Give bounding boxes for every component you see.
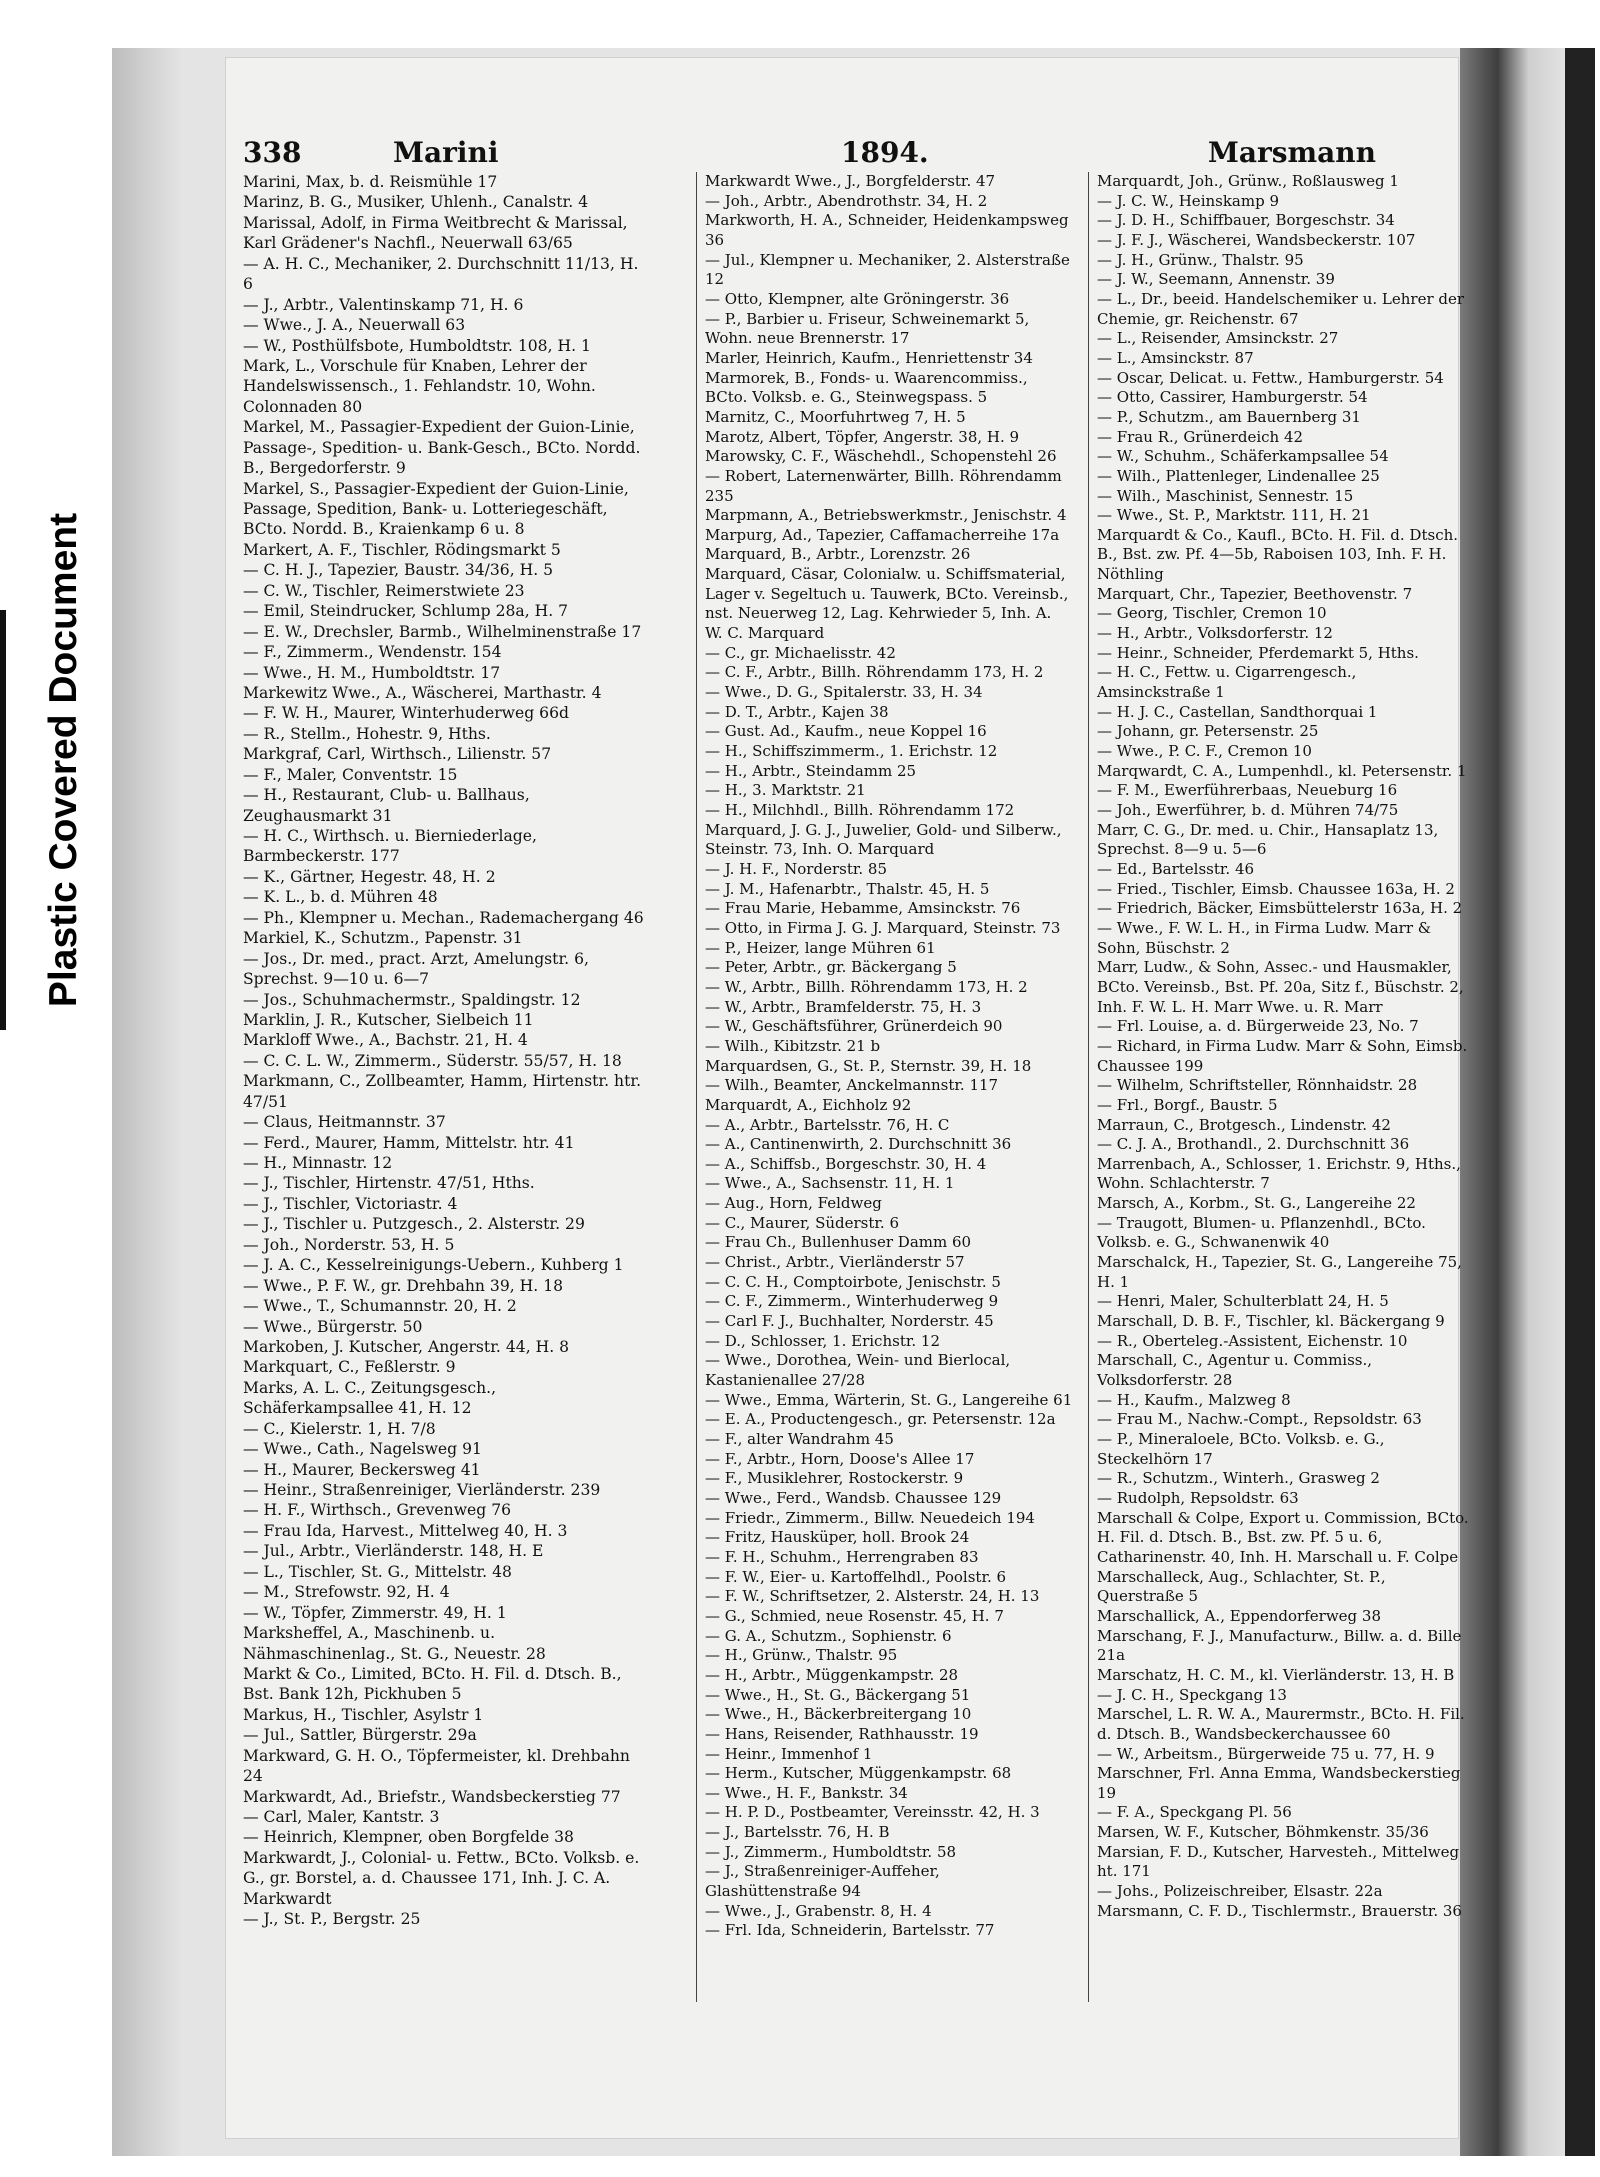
directory-entry: — Wwe., J. A., Neuerwall 63 (243, 316, 466, 335)
directory-entry: — F. H., Schuhm., Herrengraben 83 (705, 1547, 979, 1566)
directory-entry: Marschalck, H., Tapezier, St. G., Langereihe 75, H. 1 (1097, 1253, 1462, 1291)
directory-entry: — F. W. H., Maurer, Winterhuderweg 66d (243, 704, 570, 723)
directory-entry: — C. J. A., Brothandl., 2. Durchschnitt 36 (1097, 1135, 1410, 1154)
directory-entry: — A. H. C., Mechaniker, 2. Durchschnitt 11/13, H. 6 (243, 254, 639, 294)
directory-entry: — Jos., Dr. med., pract. Arzt, Amelungstr. 6, Sprechst. 9—10 u. 6—7 (243, 949, 589, 989)
directory-entry: — M., Strefowstr. 92, H. 4 (243, 1583, 450, 1602)
directory-entry: — R., Stellm., Hohestr. 9, Hths. (243, 724, 491, 743)
directory-entry: — W., Arbtr., Billh. Röhrendamm 173, H. 2 (705, 977, 1028, 996)
directory-entry: Marraun, C., Brotgesch., Lindenstr. 42 (1097, 1115, 1391, 1134)
directory-entry: — Heinr., Schneider, Pferdemarkt 5, Hths. (1097, 643, 1419, 662)
directory-entry: — Wwe., Cath., Nagelsweg 91 (243, 1440, 482, 1459)
directory-entry: Marschel, L. R. W. A., Maurermstr., BCto. H. Fil. d. Dtsch. B., Wandsbeckerchaussee 60 (1097, 1705, 1465, 1743)
directory-entry: — H. F., Wirthsch., Grevenweg 76 (243, 1501, 512, 1520)
directory-entry: — Johann, gr. Petersenstr. 25 (1097, 722, 1319, 741)
directory-entry: Marpurg, Ad., Tapezier, Caffamacherreihe 17a (705, 525, 1060, 544)
directory-entry: Markwardt Wwe., J., Borgfelderstr. 47 (705, 172, 996, 190)
year-heading: 1894. (841, 136, 929, 169)
directory-entry: Marnitz, C., Moorfuhrtweg 7, H. 5 (705, 407, 966, 426)
directory-entry: — J. C. W., Heinskamp 9 (1097, 191, 1280, 210)
directory-entry: Marsen, W. F., Kutscher, Böhmkenstr. 35/36 (1097, 1823, 1429, 1842)
directory-entry: — W., Posthülfsbote, Humboldtstr. 108, H. 1 (243, 336, 591, 355)
directory-entry: — Ferd., Maurer, Hamm, Mittelstr. htr. 41 (243, 1133, 575, 1152)
directory-entry: — Friedr., Zimmerm., Billw. Neuedeich 194 (705, 1508, 1035, 1527)
directory-entry: — H., Milchhdl., Billh. Röhrendamm 172 (705, 801, 1015, 819)
directory-entry: — Herm., Kutscher, Müggenkampstr. 68 (705, 1764, 1012, 1783)
directory-entry: — C. W., Tischler, Reimerstwiete 23 (243, 581, 525, 600)
directory-entry: — Ph., Klempner u. Mechan., Rademachergang 46 (243, 908, 644, 927)
directory-entry: — Joh., Ewerführer, b. d. Mühren 74/75 (1097, 801, 1399, 819)
directory-entry: — F., Zimmerm., Wendenstr. 154 (243, 643, 502, 662)
directory-entry: — Otto, in Firma J. G. J. Marquard, Steinstr. 73 (705, 918, 1061, 937)
directory-entry: — H., Minnastr. 12 (243, 1154, 393, 1172)
directory-entry: Marquardsen, G., St. P., Sternstr. 39, H. 18 (705, 1056, 1032, 1075)
directory-entry: Marquard, J. G. J., Juwelier, Gold- und Silberw., Steinstr. 73, Inh. O. Marquard (705, 820, 1062, 859)
directory-entry: — J., St. P., Bergstr. 25 (243, 1910, 421, 1929)
directory-entry: — F. A., Speckgang Pl. 56 (1097, 1803, 1292, 1822)
directory-entry: — Frl., Borgf., Baustr. 5 (1097, 1095, 1278, 1114)
directory-entry: — Heinr., Immenhof 1 (705, 1744, 873, 1763)
directory-entry: Markgraf, Carl, Wirthsch., Lilienstr. 57 (243, 745, 552, 764)
directory-entry: Marr, C. G., Dr. med. u. Chir., Hansaplatz 13, Sprechst. 8—9 u. 5—6 (1097, 820, 1439, 859)
directory-entry: — K., Gärtner, Hegestr. 48, H. 2 (243, 867, 496, 886)
directory-entry: Marschall, C., Agentur u. Commiss., Volksdorferstr. 28 (1097, 1351, 1373, 1390)
directory-entry: Marotz, Albert, Töpfer, Angerstr. 38, H. 9 (705, 427, 1020, 446)
directory-column-3 (1097, 172, 1469, 1921)
directory-entry: Markert, A. F., Tischler, Rödingsmarkt 5 (243, 540, 561, 559)
directory-entry: — Wwe., H. F., Bankstr. 34 (705, 1783, 908, 1802)
directory-entry: Markel, S., Passagier-Expedient der Guion-Linie, Passage, Spedition, Bank- u. Lotteriegeschäft, BCto. Nordd. B., Kraienkamp 6 u. 8 (243, 479, 629, 539)
directory-entry: Marqwardt, C. A., Lumpenhdl., kl. Petersenstr. 1 (1097, 761, 1467, 780)
directory-entry: Marinz, B. G., Musiker, Uhlenh., Canalstr. 4 (243, 193, 589, 212)
directory-entry: — Frl. Ida, Schneiderin, Bartelsstr. 77 (705, 1921, 995, 1940)
directory-entry: — Carl, Maler, Kantstr. 3 (243, 1808, 440, 1826)
directory-entry: Marsian, F. D., Kutscher, Harvesteh., Mittelweg ht. 171 (1097, 1842, 1460, 1881)
directory-entry: — Frau Ida, Harvest., Mittelweg 40, H. 3 (243, 1521, 568, 1540)
directory-entry: — J., Tischler, Victoriastr. 4 (243, 1194, 458, 1213)
directory-entry: Markmann, C., Zollbeamter, Hamm, Hirtenstr. htr. 47/51 (243, 1072, 642, 1111)
directory-entry: — L., Dr., beeid. Handelschemiker u. Lehrer der Chemie, gr. Reichenstr. 67 (1097, 289, 1465, 328)
directory-entry: — Frau Ch., Bullenhuser Damm 60 (705, 1233, 972, 1252)
directory-entry: Marschang, F. J., Manufacturw., Billw. a. d. Bille 21a (1097, 1626, 1462, 1665)
directory-entry: — G. A., Schutzm., Sophienstr. 6 (705, 1626, 952, 1645)
directory-entry: — H. C., Fettw. u. Cigarrengesch., Amsinckstraße 1 (1097, 663, 1357, 702)
directory-entry: Marquardt & Co., Kaufl., BCto. H. Fil. d. Dtsch. B., Bst. zw. Pf. 4—5b, Raboisen 103, Inh. F. H. Nöthling (1097, 525, 1459, 584)
directory-entry: — C. C. H., Comptoirbote, Jenischstr. 5 (705, 1272, 1001, 1291)
directory-entry: Marsch, A., Korbm., St. G., Langereihe 22 (1097, 1194, 1416, 1213)
directory-entry: Marr, Ludw., & Sohn, Assec.- und Hausmakler, BCto. Vereinsb., Bst. Pf. 20a, Sitz f., Büschstr. 2, Inh. F. W. L. H. Marr Wwe. u. R. Marr (1097, 958, 1464, 1016)
directory-entry: Markward, G. H. O., Töpfermeister, kl. Drehbahn 24 (243, 1746, 630, 1786)
running-head (243, 136, 1376, 172)
directory-entry: — Wilh., Plattenleger, Lindenallee 25 (1097, 466, 1380, 485)
directory-entry: — C., gr. Michaelisstr. 42 (705, 643, 896, 662)
directory-entry: — J. M., Hafenarbtr., Thalstr. 45, H. 5 (705, 879, 990, 898)
directory-entry: Markwardt, J., Colonial- u. Fettw., BCto. Volksb. e. G., gr. Borstel, a. d. Chaussee 171, Inh. J. C. A. Markwardt (243, 1848, 640, 1908)
directory-entry: — F. W., Eier- u. Kartoffelhdl., Poolstr. 6 (705, 1567, 1007, 1586)
directory-entry: — Claus, Heitmannstr. 37 (243, 1113, 446, 1132)
left-guide-word: Marini (393, 136, 499, 169)
directory-entry: — P., Heizer, lange Mühren 61 (705, 938, 936, 957)
directory-entry: — J., Tischler u. Putzgesch., 2. Alsterstr. 29 (243, 1215, 585, 1234)
directory-entry: — H., Kaufm., Malzweg 8 (1097, 1390, 1291, 1409)
directory-entry: Marquart, Chr., Tapezier, Beethovenstr. 7 (1097, 584, 1413, 603)
directory-entry: Marquardt, A., Eichholz 92 (705, 1095, 912, 1114)
directory-entry: — P., Barbier u. Friseur, Schweinemarkt 5, Wohn. neue Brennerstr. 17 (705, 309, 1030, 348)
directory-entry: — Wilhelm, Schriftsteller, Rönnhaidstr. 28 (1097, 1076, 1418, 1095)
directory-entry: — P., Schutzm., am Bauernberg 31 (1097, 407, 1361, 426)
directory-entry: Markquart, C., Feßlerstr. 9 (243, 1358, 456, 1377)
directory-entry: Marini, Max, b. d. Reismühle 17 (243, 173, 498, 191)
directory-entry: Markoben, J. Kutscher, Angerstr. 44, H. 8 (243, 1337, 570, 1356)
directory-entry: — Wwe., H., St. G., Bäckergang 51 (705, 1685, 971, 1704)
directory-entry: — D., Schlosser, 1. Erichstr. 12 (705, 1331, 940, 1350)
directory-entry: — Wwe., St. P., Marktstr. 111, H. 21 (1097, 506, 1371, 525)
directory-entry: — Emil, Steindrucker, Schlump 28a, H. 7 (243, 602, 569, 621)
directory-entry: — H., Arbtr., Volksdorferstr. 12 (1097, 624, 1333, 643)
directory-entry: — Friedrich, Bäcker, Eimsbüttelerstr 163a, H. 2 (1097, 899, 1463, 918)
directory-entry: Marschatz, H. C. M., kl. Vierländerstr. 13, H. B (1097, 1665, 1455, 1684)
directory-entry: — H. C., Wirthsch. u. Bierniederlage, Barmbeckerstr. 177 (243, 827, 537, 866)
directory-entry: — C. H. J., Tapezier, Baustr. 34/36, H. 5 (243, 561, 554, 580)
directory-entry: — Robert, Laternenwärter, Billh. Röhrendamm 235 (705, 466, 1062, 505)
directory-entry: — Jul., Arbtr., Vierländerstr. 148, H. E (243, 1542, 544, 1561)
directory-entry: — W., Töpfer, Zimmerstr. 49, H. 1 (243, 1603, 507, 1622)
directory-entry: — E. W., Drechsler, Barmb., Wilhelminenstraße 17 (243, 622, 642, 641)
directory-entry: — J. D. H., Schiffbauer, Borgeschstr. 34 (1097, 211, 1395, 230)
directory-entry: — J. C. H., Speckgang 13 (1097, 1685, 1287, 1704)
directory-entry: — Wwe., H. M., Humboldtstr. 17 (243, 663, 501, 682)
directory-entry: — Richard, in Firma Ludw. Marr & Sohn, Eimsb. Chaussee 199 (1097, 1036, 1468, 1075)
directory-entry: — D. T., Arbtr., Kajen 38 (705, 702, 889, 721)
directory-entry: — Frau R., Grünerdeich 42 (1097, 427, 1304, 446)
directory-entry: — H., Arbtr., Steindamm 25 (705, 761, 917, 780)
directory-entry: Markus, H., Tischler, Asylstr 1 (243, 1705, 484, 1724)
directory-entry: — Heinr., Straßenreiniger, Vierländerstr. 239 (243, 1481, 601, 1499)
directory-entry: — J. A. C., Kesselreinigungs-Uebern., Kuhberg 1 (243, 1256, 624, 1275)
directory-entry: — Wwe., D. G., Spitalerstr. 33, H. 34 (705, 683, 983, 702)
directory-entry: — Fried., Tischler, Eimsb. Chaussee 163a, H. 2 (1097, 879, 1455, 898)
directory-entry: — Wwe., P. F. W., gr. Drehbahn 39, H. 18 (243, 1276, 564, 1295)
directory-entry: — J. H., Grünw., Thalstr. 95 (1097, 250, 1304, 269)
directory-entry: Marpmann, A., Betriebswerkmstr., Jenischstr. 4 (705, 506, 1067, 525)
directory-entry: — Hans, Reisender, Rathhausstr. 19 (705, 1724, 979, 1743)
directory-entry: Markiel, K., Schutzm., Papenstr. 31 (243, 929, 523, 948)
directory-entry: Markt & Co., Limited, BCto. H. Fil. d. Dtsch. B., Bst. Bank 12h, Pickhuben 5 (243, 1664, 622, 1704)
directory-entry: — Wilh., Kibitzstr. 21 b (705, 1036, 881, 1055)
directory-column-1 (243, 172, 648, 1930)
directory-entry: — F., Arbtr., Horn, Doose's Allee 17 (705, 1449, 975, 1468)
side-label: Plastic Covered Document (42, 512, 85, 1008)
directory-entry: — W., Arbtr., Bramfelderstr. 75, H. 3 (705, 997, 982, 1016)
directory-entry: — H., Maurer, Beckersweg 41 (243, 1460, 481, 1479)
directory-entry: Marschallick, A., Eppendorferweg 38 (1097, 1606, 1381, 1625)
column-divider (1088, 172, 1089, 2002)
directory-entry: — Rudolph, Repsoldstr. 63 (1097, 1488, 1299, 1507)
directory-entry: — J., Zimmerm., Humboldtstr. 58 (705, 1842, 957, 1861)
directory-entry: — Wwe., Dorothea, Wein- und Bierlocal, Kastanienallee 27/28 (705, 1351, 1011, 1390)
directory-entry: Marksheffel, A., Maschinenb. u. Nähmaschinenlag., St. G., Neuestr. 28 (243, 1624, 546, 1663)
directory-entry: — Wwe., T., Schumannstr. 20, H. 2 (243, 1297, 517, 1316)
directory-entry: — C., Maurer, Süderstr. 6 (705, 1213, 899, 1232)
directory-entry: — Wwe., Bürgerstr. 50 (243, 1317, 423, 1336)
directory-entry: — Aug., Horn, Feldweg (705, 1194, 882, 1213)
directory-entry: — J., Bartelsstr. 76, H. B (705, 1823, 890, 1842)
directory-entry: — Ed., Bartelsstr. 46 (1097, 859, 1255, 878)
directory-entry: Marowsky, C. F., Wäschehdl., Schopenstehl 26 (705, 447, 1057, 466)
directory-entry: — H. J. C., Castellan, Sandthorquai 1 (1097, 702, 1378, 721)
directory-entry: — Frau M., Nachw.-Compt., Repsoldstr. 63 (1097, 1410, 1422, 1429)
directory-entry: Marks, A. L. C., Zeitungsgesch., Schäferkampsallee 41, H. 12 (243, 1378, 497, 1418)
directory-entry: — J. H. F., Norderstr. 85 (705, 859, 887, 878)
directory-entry: — Heinrich, Klempner, oben Borgfelde 38 (243, 1828, 574, 1847)
directory-entry: Marler, Heinrich, Kaufm., Henriettenstr 34 (705, 348, 1033, 367)
directory-entry: — Georg, Tischler, Cremon 10 (1097, 604, 1327, 623)
right-guide-word: Marsmann (1207, 136, 1376, 169)
directory-entry: — Otto, Klempner, alte Gröningerstr. 36 (705, 289, 1010, 308)
directory-entry: — Fritz, Hausküper, holl. Brook 24 (705, 1528, 970, 1547)
directory-entry: — Johs., Polizeischreiber, Elsastr. 22a (1097, 1882, 1383, 1901)
directory-entry: — Wwe., Emma, Wärterin, St. G., Langereihe 61 (705, 1390, 1073, 1409)
directory-entry: — J., Arbtr., Valentinskamp 71, H. 6 (243, 295, 524, 314)
directory-entry: — H., Restaurant, Club- u. Ballhaus, Zeughausmarkt 31 (243, 786, 530, 825)
directory-entry: — P., Mineraloele, BCto. Volksb. e. G., Steckelhörn 17 (1097, 1430, 1385, 1468)
directory-entry: — K. L., b. d. Mühren 48 (243, 888, 438, 907)
directory-entry: Marschall, D. B. F., Tischler, kl. Bäckergang 9 (1097, 1312, 1445, 1331)
directory-entry: Markworth, H. A., Schneider, Heidenkampsweg 36 (705, 211, 1069, 249)
directory-entry: Marquardt, Joh., Grünw., Roßlausweg 1 (1097, 172, 1399, 190)
directory-entry: — A., Schiffsb., Borgeschstr. 30, H. 4 (705, 1154, 987, 1173)
directory-entry: — F., Musiklehrer, Rostockerstr. 9 (705, 1469, 964, 1488)
directory-entry: — H., 3. Marktstr. 21 (705, 781, 866, 800)
column-divider (696, 172, 697, 2002)
directory-entry: — R., Oberteleg.-Assistent, Eichenstr. 10 (1097, 1331, 1408, 1350)
directory-entry: Marquard, B., Arbtr., Lorenzstr. 26 (705, 545, 971, 564)
directory-entry: — Wwe., Ferd., Wandsb. Chaussee 129 (705, 1488, 1002, 1507)
directory-entry: — Joh., Arbtr., Abendrothstr. 34, H. 2 (705, 191, 988, 210)
directory-entry: — Oscar, Delicat. u. Fettw., Hamburgerstr. 54 (1097, 368, 1444, 387)
directory-entry: — F., Maler, Conventstr. 15 (243, 765, 458, 784)
directory-entry: — Traugott, Blumen- u. Pflanzenhdl., BCto. Volksb. e. G., Schwanenwik 40 (1097, 1213, 1426, 1252)
directory-entry: — J. F. J., Wäscherei, Wandsbeckerstr. 107 (1097, 230, 1416, 249)
directory-entry: — Wilh., Beamter, Anckelmannstr. 117 (705, 1076, 999, 1095)
directory-entry: — G., Schmied, neue Rosenstr. 45, H. 7 (705, 1606, 1004, 1625)
directory-entry: — J., Tischler, Hirtenstr. 47/51, Hths. (243, 1174, 535, 1193)
directory-entry: — R., Schutzm., Winterh., Grasweg 2 (1097, 1469, 1380, 1488)
directory-entry: — W., Arbeitsm., Bürgerweide 75 u. 77, H. 9 (1097, 1744, 1435, 1763)
book-spine (1565, 48, 1595, 2156)
directory-entry: Marschall & Colpe, Export u. Commission, BCto. H. Fil. d. Dtsch. B., Bst. zw. Pf. 5 u. 6, Catharinenstr. 40, Inh. H. Marschall u. F. Colpe (1097, 1508, 1469, 1566)
directory-entry: — Wilh., Maschinist, Sennestr. 15 (1097, 486, 1354, 505)
directory-entry: — L., Reisender, Amsinckstr. 27 (1097, 329, 1339, 348)
directory-entry: — C. C. L. W., Zimmerm., Süderstr. 55/57, H. 18 (243, 1051, 622, 1070)
directory-entry: — Christ., Arbtr., Vierländerstr 57 (705, 1253, 965, 1272)
directory-entry: — Wwe., H., Bäckerbreitergang 10 (705, 1705, 972, 1724)
directory-entry: Marmorek, B., Fonds- u. Waarencommiss., BCto. Volksb. e. G., Steinwegspass. 5 (705, 368, 1028, 407)
directory-entry: — Wwe., P. C. F., Cremon 10 (1097, 742, 1312, 761)
directory-entry: — J., Straßenreiniger-Auffeher, Glashüttenstraße 94 (705, 1862, 940, 1901)
directory-entry: — H. P. D., Postbeamter, Vereinsstr. 42, H. 3 (705, 1803, 1040, 1822)
directory-entry: Marklin, J. R., Kutscher, Sielbeich 11 (243, 1010, 534, 1029)
scan-edge-mark (0, 610, 6, 1030)
directory-entry: Marrenbach, A., Schlosser, 1. Erichstr. 9, Hths., Wohn. Schlachterstr. 7 (1097, 1154, 1461, 1193)
directory-entry: — H., Arbtr., Müggenkampstr. 28 (705, 1665, 959, 1684)
directory-entry: Marsmann, C. F. D., Tischlermstr., Brauerstr. 36 (1097, 1901, 1462, 1920)
directory-entry: Markloff Wwe., A., Bachstr. 21, H. 4 (243, 1031, 528, 1050)
directory-entry: — L., Tischler, St. G., Mittelstr. 48 (243, 1562, 512, 1581)
directory-entry: — F. M., Ewerführerbaas, Neueburg 16 (1097, 781, 1398, 800)
directory-entry: — Gust. Ad., Kaufm., neue Koppel 16 (705, 722, 987, 741)
directory-entry: — Jul., Sattler, Bürgerstr. 29a (243, 1726, 477, 1745)
directory-entry: Marschalleck, Aug., Schlachter, St. P., Querstraße 5 (1097, 1567, 1386, 1606)
directory-entry: — Frau Marie, Hebamme, Amsinckstr. 76 (705, 899, 1021, 918)
directory-entry: — J. W., Seemann, Annenstr. 39 (1097, 270, 1335, 289)
directory-column-2 (705, 172, 1073, 1941)
scan-margin (0, 0, 110, 2177)
directory-entry: Markel, M., Passagier-Expedient der Guion-Linie, Passage-, Spedition- u. Bank-Gesch., BCto. Nordd. B., Bergedorferstr. 9 (243, 418, 641, 478)
directory-entry: — Wwe., F. W. L. H., in Firma Ludw. Marr & Sohn, Büschstr. 2 (1097, 918, 1432, 957)
directory-entry: — Wwe., J., Grabenstr. 8, H. 4 (705, 1901, 932, 1920)
directory-entry: — Frl. Louise, a. d. Bürgerweide 23, No. 7 (1097, 1017, 1419, 1036)
directory-entry: — Wwe., A., Sachsenstr. 11, H. 1 (705, 1174, 955, 1193)
directory-entry: — Peter, Arbtr., gr. Bäckergang 5 (705, 958, 957, 977)
directory-entry: — Jos., Schuhmachermstr., Spaldingstr. 12 (243, 990, 581, 1009)
directory-entry: — Carl F. J., Buchhalter, Norderstr. 45 (705, 1312, 994, 1331)
page-number: 338 (243, 136, 302, 169)
sheet-shadow (112, 48, 182, 2156)
directory-entry: Marquard, Cäsar, Colonialw. u. Schiffsmaterial, Lager v. Segeltuch u. Tauwerk, BCto. Vereinsb., nst. Neuerweg 12, Lag. Kehrwieder 5, Inh. A. W. C. Marquard (705, 565, 1069, 643)
directory-entry: Mark, L., Vorschule für Knaben, Lehrer der Handelswissensch., 1. Fehlandstr. 10, Wohn. Colonnaden 80 (243, 356, 596, 416)
directory-entry: — W., Geschäftsführer, Grünerdeich 90 (705, 1017, 1003, 1036)
directory-entry: — F. W., Schriftsetzer, 2. Alsterstr. 24, H. 13 (705, 1587, 1040, 1606)
directory-entry: — A., Arbtr., Bartelsstr. 76, H. C (705, 1115, 950, 1134)
directory-entry: — E. A., Productengesch., gr. Petersenstr. 12a (705, 1410, 1056, 1429)
directory-entry: — F., alter Wandrahm 45 (705, 1430, 894, 1448)
directory-entry: — H., Schiffszimmerm., 1. Erichstr. 12 (705, 742, 998, 761)
directory-entry: Markewitz Wwe., A., Wäscherei, Marthastr. 4 (243, 683, 602, 702)
directory-entry: — W., Schuhm., Schäferkampsallee 54 (1097, 447, 1389, 466)
directory-entry: — C. F., Arbtr., Billh. Röhrendamm 173, H. 2 (705, 663, 1044, 682)
directory-entry: — Joh., Norderstr. 53, H. 5 (243, 1235, 455, 1254)
directory-entry: — H., Grünw., Thalstr. 95 (705, 1646, 898, 1665)
directory-entry: Markwardt, Ad., Briefstr., Wandsbeckerstieg 77 (243, 1787, 621, 1806)
directory-entry: Marissal, Adolf, in Firma Weitbrecht & Marissal, Karl Grädener's Nachfl., Neuerwall 63/65 (243, 213, 628, 253)
directory-entry: — C., Kielerstr. 1, H. 7/8 (243, 1419, 436, 1438)
directory-entry: — Otto, Cassirer, Hamburgerstr. 54 (1097, 388, 1368, 407)
directory-entry: — Jul., Klempner u. Mechaniker, 2. Alsterstraße 12 (705, 250, 1070, 289)
directory-entry: Marschner, Frl. Anna Emma, Wandsbeckerstieg 19 (1097, 1764, 1461, 1802)
directory-entry: — L., Amsinckstr. 87 (1097, 348, 1254, 367)
directory-entry: — Henri, Maler, Schulterblatt 24, H. 5 (1097, 1292, 1389, 1311)
directory-entry: — A., Cantinenwirth, 2. Durchschnitt 36 (705, 1135, 1012, 1154)
directory-entry: — C. F., Zimmerm., Winterhuderweg 9 (705, 1292, 999, 1311)
